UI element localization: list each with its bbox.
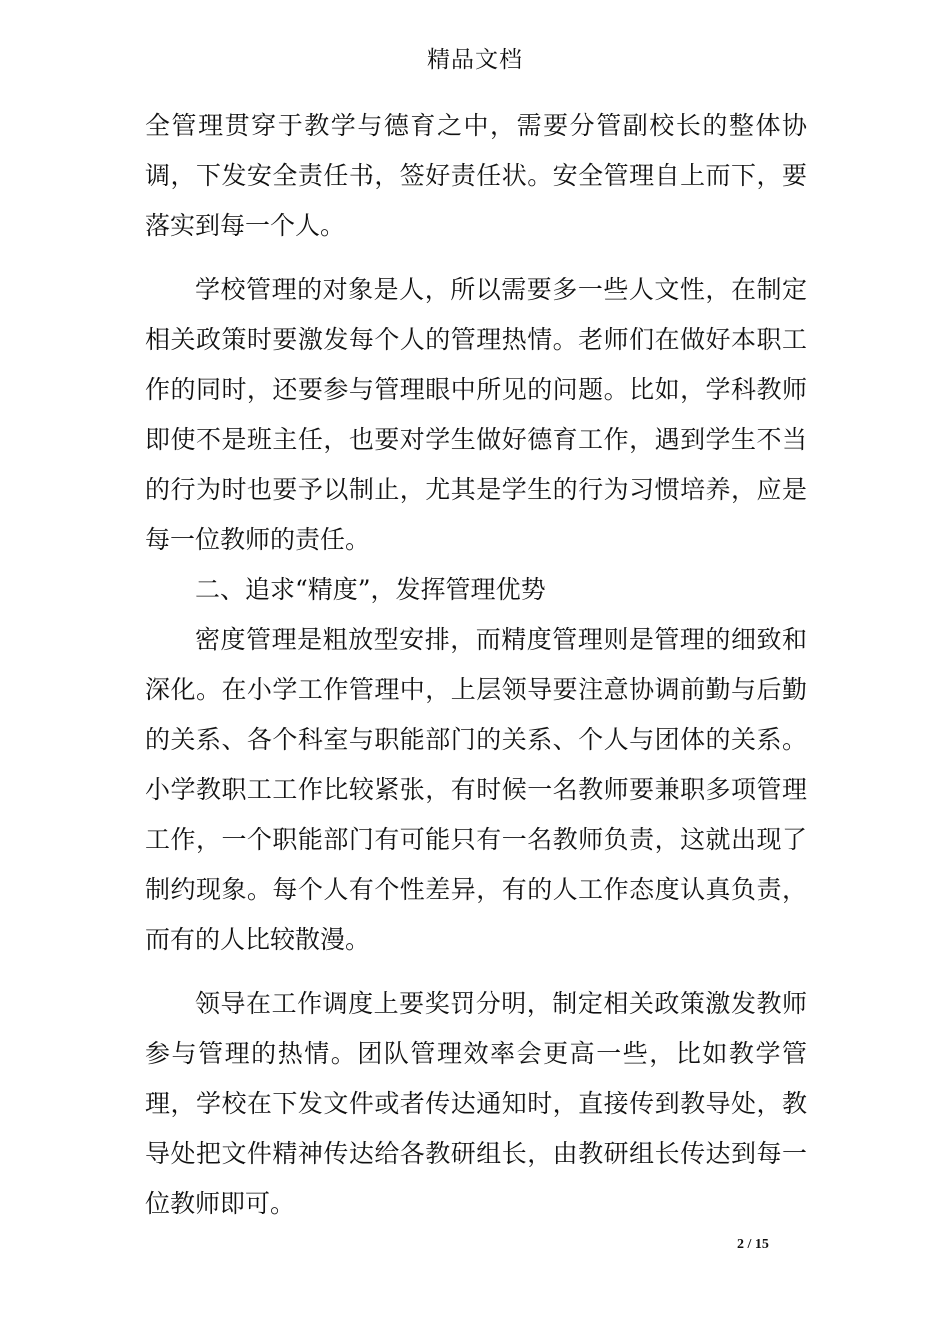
- paragraph: 学校管理的对象是人，所以需要多一些人文性，在制定相关政策时要激发每个人的管理热情。老师们在做好本职工作的同时，还要参与管理眼中所见的问题。比如，学科教师即使不是班主任，也要对学生做好德育工作，遇到学生不当的行为时也要予以制止，尤其是学生的行为习惯培养，应是每一位教师的责任。: [145, 275, 807, 554]
- page-header-title: 精品文档: [427, 47, 523, 73]
- section-heading: 二、追求“精度”，发挥管理优势: [195, 575, 546, 604]
- page-number: 2 / 15: [737, 1237, 769, 1252]
- paragraph: 领导在工作调度上要奖罚分明，制定相关政策激发教师参与管理的热情。团队管理效率会更高一些，比如教学管理，学校在下发文件或者传达通知时，直接传到教导处，教导处把文件精神传达给各教研组长，由教研组长传达到每一位教师即可。: [145, 989, 807, 1218]
- paragraph: 密度管理是粗放型安排，而精度管理则是管理的细致和深化。在小学工作管理中，上层领导要注意协调前勤与后勤的关系、各个科室与职能部门的关系、个人与团体的关系。小学教职工工作比较紧张，有时候一名教师要兼职多项管理工作，一个职能部门有可能只有一名教师负责，这就出现了制约现象。每个人有个性差异，有的人工作态度认真负责，而有的人比较散漫。: [145, 625, 807, 954]
- document-body: [145, 101, 807, 1229]
- paragraph-continuation: 全管理贯穿于教学与德育之中，需要分管副校长的整体协调，下发安全责任书，签好责任状。安全管理自上而下，要落实到每一个人。: [145, 111, 807, 240]
